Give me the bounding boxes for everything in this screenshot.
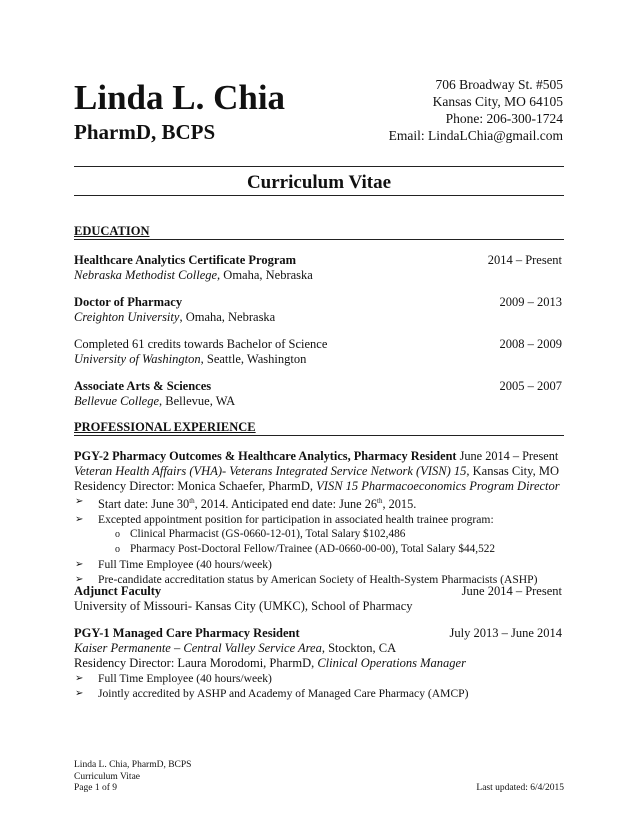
title-rule-top bbox=[74, 166, 564, 167]
education-entry bbox=[74, 253, 562, 283]
contact-block bbox=[389, 76, 563, 144]
residency-director: Residency Director: Laura Morodomi, PharmD, bbox=[74, 656, 318, 670]
bullet-item: ➢ Start date: June 30th, 2014. Anticipated end date: June 26th, 2015. bbox=[75, 496, 417, 512]
bullet-item: ➢ Pre-candidate accreditation status by American Society of Health-System Pharmacists (ASHP) bbox=[75, 573, 538, 587]
experience-entry-pgy1 bbox=[74, 626, 562, 701]
circle-bullet-icon: o bbox=[115, 529, 120, 541]
sub-bullet-item: o Pharmacy Post-Doctoral Fellow/Trainee (AD-0660-00-00), Total Salary $44,522 bbox=[115, 543, 496, 556]
education-entry bbox=[74, 379, 562, 409]
experience-title: PGY-1 Managed Care Pharmacy Resident bbox=[74, 626, 300, 640]
education-date: 2005 – 2007 bbox=[499, 379, 562, 393]
education-school: Nebraska Methodist College, bbox=[74, 268, 221, 282]
footer-doc-title: Curriculum Vitae bbox=[74, 771, 141, 782]
footer-last-updated: Last updated: 6/4/2015 bbox=[476, 783, 564, 793]
arrow-bullet-icon: ➢ bbox=[75, 673, 84, 684]
arrow-bullet-icon: ➢ bbox=[75, 688, 84, 699]
arrow-bullet-icon: ➢ bbox=[75, 496, 84, 507]
bullet-item: ➢ Full Time Employee (40 hours/week) bbox=[75, 672, 272, 685]
section-heading-education: EDUCATION bbox=[74, 224, 564, 240]
education-date: 2014 – Present bbox=[487, 253, 562, 267]
residency-director-title: VISN 15 Pharmacoeconomics Program Director bbox=[316, 479, 560, 493]
arrow-bullet-icon: ➢ bbox=[75, 559, 84, 571]
experience-date: June 2014 – Present bbox=[461, 584, 562, 598]
contact-city: Kansas City, MO 64105 bbox=[432, 94, 563, 109]
education-school: Creighton University bbox=[74, 310, 180, 324]
experience-entry-adjunct bbox=[74, 584, 562, 614]
education-title: Doctor of Pharmacy bbox=[74, 295, 183, 309]
bullet-item: ➢ Jointly accredited by ASHP and Academy of Managed Care Pharmacy (AMCP) bbox=[75, 687, 469, 700]
education-title: Healthcare Analytics Certificate Program bbox=[74, 253, 297, 267]
education-school: Bellevue College bbox=[74, 394, 160, 408]
bullet-item: ➢ Excepted appointment position for participation in associated health trainee program: bbox=[75, 513, 494, 527]
candidate-credentials: PharmD, BCPS bbox=[74, 120, 216, 144]
experience-location: , Stockton, CA bbox=[321, 641, 397, 655]
sub-bullet-item: o Clinical Pharmacist (GS-0660-12-01), Total Salary $102,486 bbox=[115, 528, 406, 541]
residency-director: Residency Director: Monica Schaefer, PharmD, bbox=[74, 479, 317, 493]
experience-date: July 2013 – June 2014 bbox=[449, 626, 562, 640]
education-entry bbox=[74, 295, 562, 325]
experience-organization: Veteran Health Affairs (VHA)- Veterans Integrated Service Network (VISN) 15, bbox=[74, 464, 470, 478]
experience-organization: Kaiser Permanente – Central Valley Service Area bbox=[74, 641, 322, 655]
contact-phone: Phone: 206-300-1724 bbox=[445, 111, 563, 126]
experience-organization: University of Missouri- Kansas City (UMKC), School of Pharmacy bbox=[74, 599, 413, 613]
experience-location: Kansas City, MO bbox=[469, 464, 559, 478]
education-entry bbox=[74, 337, 562, 367]
education-school: University of Washington bbox=[74, 352, 201, 366]
education-title: Associate Arts & Sciences bbox=[74, 379, 212, 393]
candidate-name: Linda L. Chia bbox=[74, 78, 286, 117]
bullet-item: ➢ Full Time Employee (40 hours/week) bbox=[75, 558, 272, 572]
page-footer bbox=[74, 760, 564, 795]
arrow-bullet-icon: ➢ bbox=[75, 514, 84, 526]
footer-page-number: Page 1 of 9 bbox=[74, 783, 118, 793]
experience-title: Adjunct Faculty bbox=[74, 584, 162, 598]
footer-author: Linda L. Chia, PharmD, BCPS bbox=[74, 760, 192, 770]
contact-address: 706 Broadway St. #505 bbox=[435, 77, 563, 92]
residency-director-title: Clinical Operations Manager bbox=[317, 656, 466, 670]
section-heading-experience: PROFESSIONAL EXPERIENCE bbox=[74, 420, 564, 436]
experience-title: PGY-2 Pharmacy Outcomes & Healthcare Analytics, Pharmacy Resident bbox=[74, 449, 457, 463]
education-location: Omaha, Nebraska bbox=[220, 268, 313, 282]
circle-bullet-icon: o bbox=[115, 544, 120, 556]
education-location: , Bellevue, WA bbox=[159, 394, 236, 408]
arrow-bullet-icon: ➢ bbox=[75, 574, 84, 586]
education-location: , Omaha, Nebraska bbox=[179, 310, 276, 324]
education-title: Completed 61 credits towards Bachelor of Science bbox=[74, 337, 328, 351]
education-date: 2008 – 2009 bbox=[499, 337, 562, 351]
experience-date: June 2014 – Present bbox=[456, 449, 559, 463]
experience-entry-pgy2 bbox=[74, 449, 562, 587]
document-title: Curriculum Vitae bbox=[246, 172, 392, 193]
education-date: 2009 – 2013 bbox=[499, 295, 562, 309]
contact-email[interactable]: Email: LindaLChia@gmail.com bbox=[388, 128, 563, 143]
title-rule-bottom bbox=[74, 195, 564, 196]
education-location: , Seattle, Washington bbox=[200, 352, 307, 366]
